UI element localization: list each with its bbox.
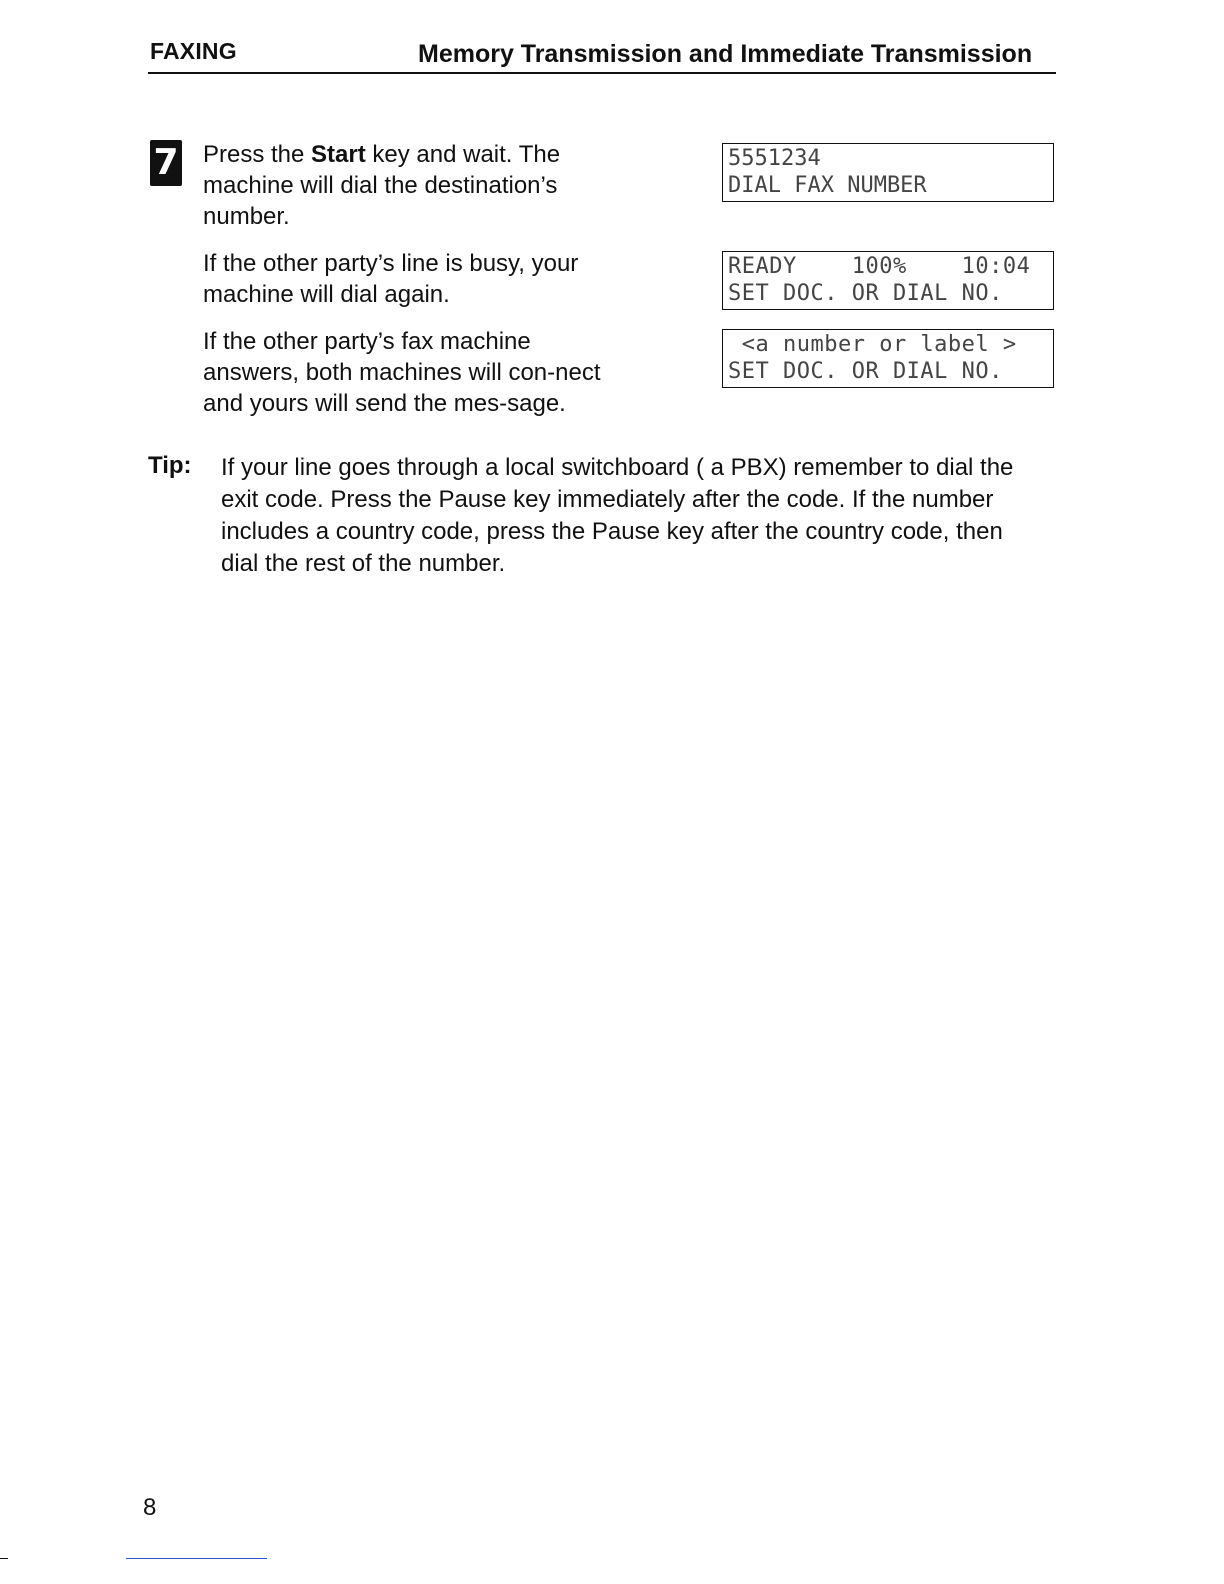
page-title: Memory Transmission and Immediate Transmission [418, 40, 1033, 68]
start-key-label: Start [311, 141, 366, 168]
section-title: FAXING [150, 38, 237, 64]
lcd-line-2: DIAL FAX NUMBER [728, 173, 927, 198]
lcd-line-1: 5551234 [728, 146, 821, 171]
step-paragraph-start-post: key and wait. The machine will dial the destination’s number. [203, 141, 561, 230]
step-paragraph-start-pre: Press the [203, 141, 312, 168]
lcd-display-label [722, 329, 1054, 388]
step-paragraph-busy: If the other party’s line is busy, your machine will dial again. [203, 250, 579, 308]
lcd-line-1: <a number or label > [728, 332, 1017, 357]
tip-text: If your line goes through a local switchboard ( a PBX) remember to dial the exit code. Press the Pause key immediately after the code. If the number includes a country code, press the Pause key after the country code, then dial the rest of the number. [221, 454, 1014, 577]
lcd-line-1: READY 100% 10:04 [728, 254, 1031, 279]
lcd-line-2: SET DOC. OR DIAL NO. [728, 281, 1003, 306]
page-number: 8 [143, 1494, 157, 1521]
corner-mark [0, 1558, 8, 1559]
lcd-display-ready [722, 251, 1054, 310]
lcd-display-dialing [722, 143, 1054, 202]
header-divider [148, 72, 1056, 74]
step-number-badge: 7 [150, 140, 182, 186]
step-paragraph-start [203, 139, 613, 232]
tip-label: Tip: [148, 452, 192, 479]
footer-divider [126, 1558, 267, 1559]
lcd-line-2: SET DOC. OR DIAL NO. [728, 359, 1003, 384]
step-paragraph-answer: If the other party’s fax machine answers, both machines will con-nect and yours will send the mes-sage. [203, 328, 601, 417]
